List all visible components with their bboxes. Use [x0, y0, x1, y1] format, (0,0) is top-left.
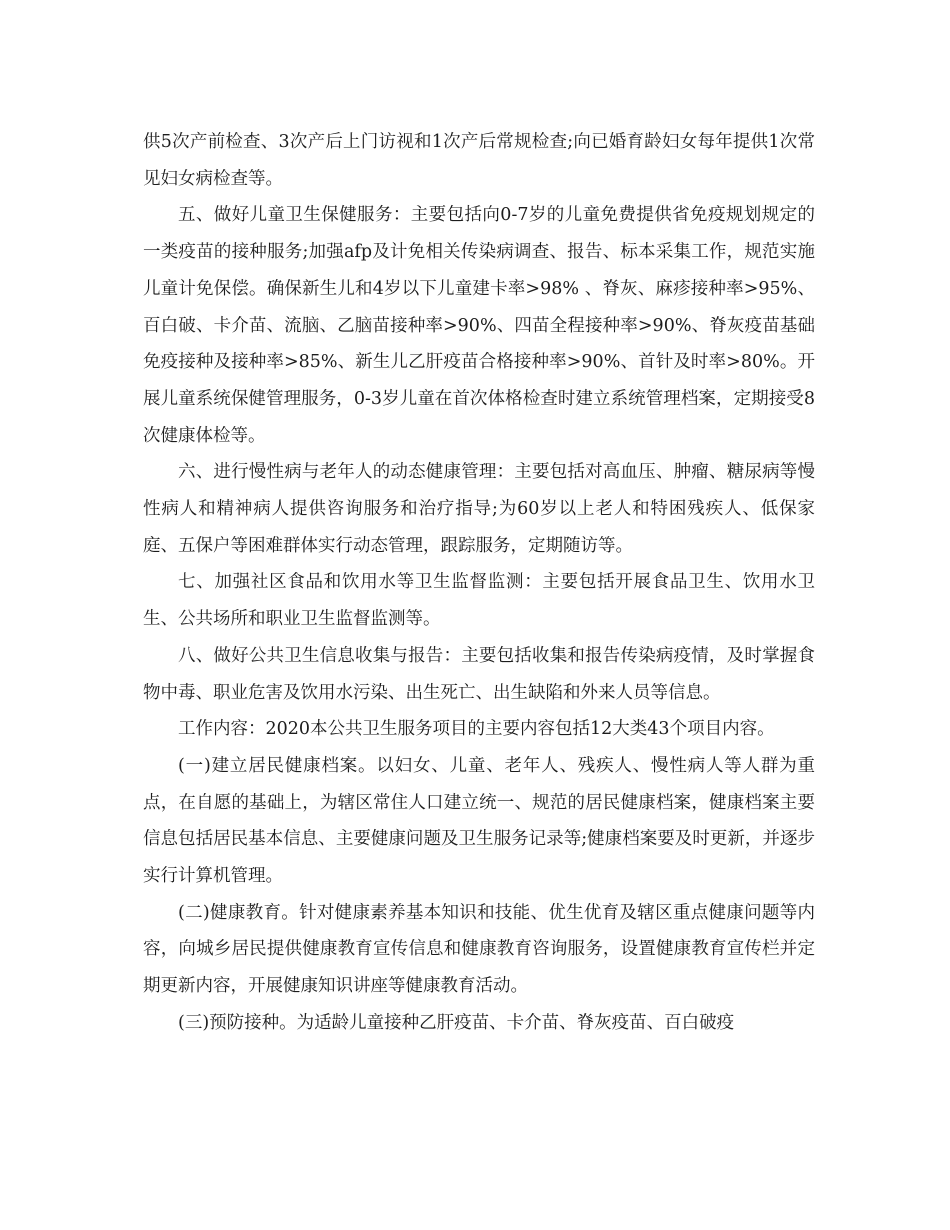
document-body	[143, 124, 815, 1042]
paragraph-prenatal-checkups-continued: 供5次产前检查、3次产后上门访视和1次产后常规检查;向已婚育龄妇女每年提供1次常见妇女病检查等。	[143, 132, 815, 189]
paragraph-child-health-care: 五、做好儿童卫生保健服务：主要包括向0-7岁的儿童免费提供省免疫规划规定的一类疫苗的接种服务;加强afp及计免相关传染病调查、报告、标本采集工作，规范实施儿童计免保偿。确保新生儿和4岁以下儿童建卡率>98% 、脊灰、麻疹接种率>95%、百白破、卡介苗、流脑、乙脑苗接种率>90%、四苗全程接种率>90%、脊灰疫苗基础免疫接种及接种率>85%、新生儿乙肝疫苗合格接种率>90%、首针及时率>80%。开展儿童系统保健管理服务，0-3岁儿童在首次体格检查时建立系统管理档案，定期接受8次健康体检等。	[143, 205, 815, 446]
paragraph-health-education: (二)健康教育。针对健康素养基本知识和技能、优生优育及辖区重点健康问题等内容，向城乡居民提供健康教育宣传信息和健康教育咨询服务，设置健康教育宣传栏并定期更新内容，开展健康知识讲座等健康教育活动。	[143, 902, 815, 997]
paragraph-public-health-information: 八、做好公共卫生信息收集与报告：主要包括收集和报告传染病疫情，及时掌握食物中毒、职业危害及饮用水污染、出生死亡、出生缺陷和外来人员等信息。	[143, 645, 815, 703]
paragraph-chronic-disease-management: 六、进行慢性病与老年人的动态健康管理：主要包括对高血压、肿瘤、糖尿病等慢性病人和精神病人提供咨询服务和治疗指导;为60岁以上老人和特困残疾人、低保家庭、五保户等困难群体实行动态管理，跟踪服务，定期随访等。	[143, 462, 815, 556]
paragraph-vaccination: (三)预防接种。为适龄儿童接种乙肝疫苗、卡介苗、脊灰疫苗、百白破疫	[178, 1012, 735, 1033]
paragraph-food-water-supervision: 七、加强社区食品和饮用水等卫生监督监测：主要包括开展食品卫生、饮用水卫生、公共场所和职业卫生监督监测等。	[143, 572, 815, 630]
paragraph-health-records: (一)建立居民健康档案。以妇女、儿童、老年人、残疾人、慢性病人等人群为重点，在自愿的基础上，为辖区常住人口建立统一、规范的居民健康档案，健康档案主要信息包括居民基本信息、主要健康问题及卫生服务记录等;健康档案要及时更新，并逐步实行计算机管理。	[143, 755, 815, 887]
paragraph-work-content: 工作内容：2020本公共卫生服务项目的主要内容包括12大类43个项目内容。	[178, 719, 775, 740]
